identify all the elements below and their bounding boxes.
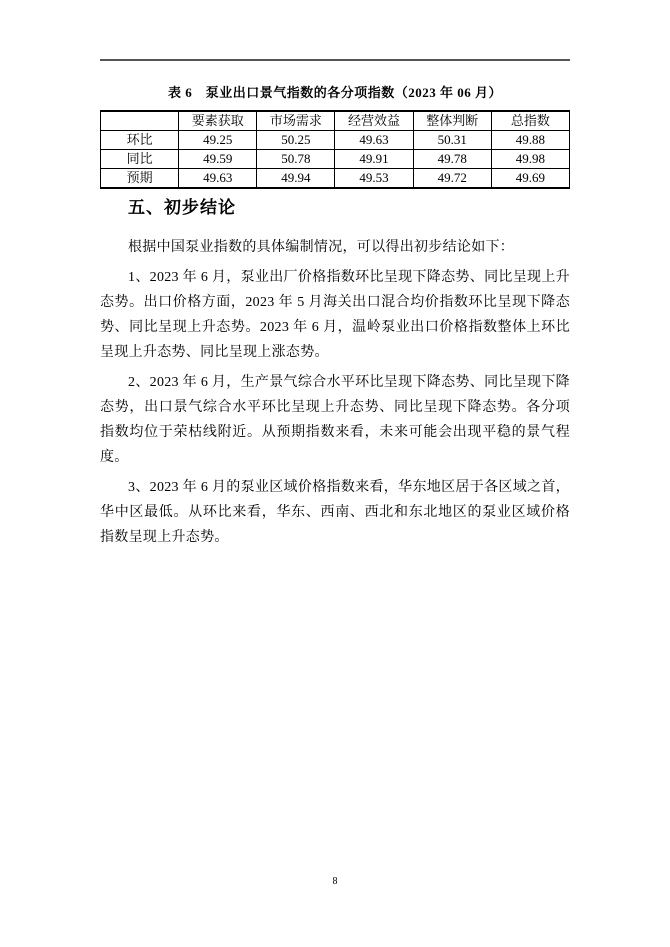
table-cell: 49.91: [335, 150, 413, 169]
table-cell: 49.78: [413, 150, 491, 169]
paragraph-1: 1、2023 年 6 月，泵业出厂价格指数环比呈现下降态势、同比呈现上升态势。出口价格方面，2023 年 5 月海关出口混合均价指数环比呈现下降态势、同比呈现上升态势。2023 年 6 月，温岭泵业出口价格指数整体上环比呈现上升态势、同比呈现上涨态势。: [100, 270, 570, 360]
header-rule: [100, 59, 570, 61]
row-label: 预期: [101, 169, 179, 189]
table-header-cell-market: 市场需求: [257, 111, 335, 131]
row-label: 环比: [101, 131, 179, 150]
table-row-yoy: [101, 150, 570, 169]
table-cell: 50.31: [413, 131, 491, 150]
paragraph-intro: 根据中国泵业指数的具体编制情况，可以得出初步结论如下：: [128, 240, 515, 255]
table-header-row: [101, 111, 570, 131]
table-cell: 49.63: [179, 169, 257, 189]
table-row-mom: [101, 131, 570, 150]
table-header-cell-judgement: 整体判断: [413, 111, 491, 131]
conclusion-section: [100, 197, 570, 555]
table-cell: 49.98: [491, 150, 569, 169]
paragraph-3: 3、2023 年 6 月的泵业区域价格指数来看，华东地区居于各区域之首，华中区最低。从环比来看，华东、西南、西北和东北地区的泵业区域价格指数呈现上升态势。: [100, 480, 570, 545]
paragraph-2: 2、2023 年 6 月，生产景气综合水平环比呈现下降态势、同比呈现下降态势，出口景气综合水平环比呈现上升态势、同比呈现下降态势。各分项指数均位于荣枯线附近。从预期指数来看，未来可能会出现平稳的景气程度。: [100, 375, 570, 465]
table-cell: 50.25: [257, 131, 335, 150]
table-cell: 49.59: [179, 150, 257, 169]
table-cell: 49.72: [413, 169, 491, 189]
table-cell: 49.94: [257, 169, 335, 189]
table-header-cell-total: 总指数: [491, 111, 569, 131]
table-cell: 49.69: [491, 169, 569, 189]
table-row-expectation: [101, 169, 570, 189]
row-label: 同比: [101, 150, 179, 169]
table-cell: 50.78: [257, 150, 335, 169]
section-heading: 五、初步结论: [128, 198, 236, 217]
page-number: 8: [332, 876, 338, 887]
table-cell: 49.53: [335, 169, 413, 189]
table-caption: 表 6 泵业出口景气指数的各分项指数（2023 年 06 月）: [167, 85, 502, 100]
table-header-cell-blank: [101, 111, 179, 131]
export-index-table: [100, 110, 570, 189]
table-cell: 49.25: [179, 131, 257, 150]
table-cell: 49.88: [491, 131, 569, 150]
table-header-cell-factor: 要素获取: [179, 111, 257, 131]
table-header-cell-benefit: 经营效益: [335, 111, 413, 131]
table-cell: 49.63: [335, 131, 413, 150]
